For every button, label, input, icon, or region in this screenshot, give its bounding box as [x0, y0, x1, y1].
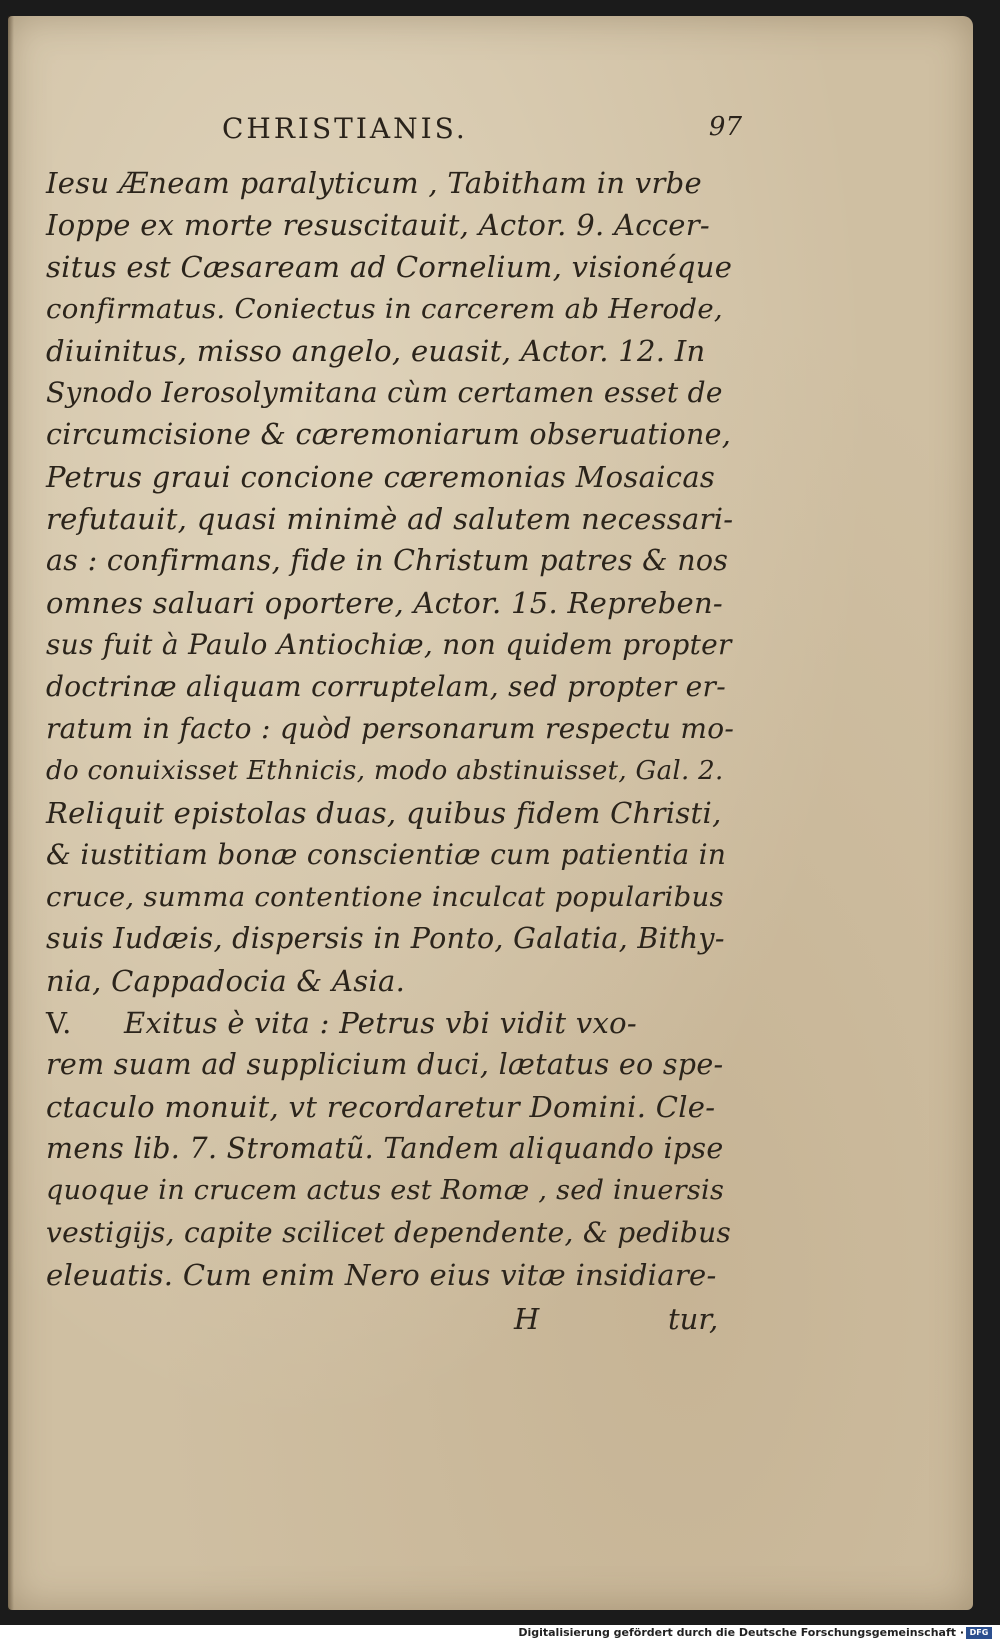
- dfg-logo-icon: DFG: [966, 1627, 992, 1639]
- text-line: mens lib. 7. Stromatũ. Tandem aliquando ipse: [46, 1132, 724, 1165]
- text-line: diuinitus, misso angelo, euasit, Actor. 12. In: [46, 334, 706, 368]
- text-line: vestigijs, capite scilicet dependente, & pedibus: [46, 1216, 732, 1249]
- text-line: nia, Cappadocia & Asia.: [46, 964, 406, 998]
- section-line-text: Exitus è vita : Petrus vbi vidit vxo-: [124, 1006, 637, 1040]
- text-line: Iesu Æneam paralyticum , Tabitham in vrbe: [46, 166, 702, 200]
- footer-bar: [0, 1625, 1000, 1641]
- page-gutter-shadow: [8, 16, 14, 1610]
- text-line: cruce, summa contentione inculcat popularibus: [46, 881, 724, 913]
- text-line: refutauit, quasi minimè ad salutem necessari-: [46, 502, 734, 536]
- text-line: Reliquit epistolas duas, quibus fidem Christi,: [46, 796, 722, 830]
- text-line: ratum in facto : quòd personarum respectu mo-: [46, 712, 735, 745]
- text-line: omnes saluari oportere, Actor. 15. Repreben-: [46, 586, 724, 620]
- text-line: as : confirmans, fide in Christum patres & nos: [46, 544, 729, 577]
- text-line: sus fuit à Paulo Antiochiæ, non quidem propter: [46, 628, 732, 661]
- text-line: quoque in crucem actus est Romæ , sed inuersis: [46, 1175, 725, 1206]
- text-line: do conuixisset Ethnicis, modo abstinuisset, Gal. 2.: [46, 756, 724, 786]
- section-mark: V.: [46, 1006, 72, 1040]
- text-line: doctrinæ aliquam corruptelam, sed propter er-: [46, 670, 726, 703]
- catchword: tur,: [668, 1302, 719, 1336]
- text-line: situs est Cæsaream ad Cornelium, visionéque: [46, 250, 733, 284]
- page-number: 97: [708, 112, 742, 142]
- text-line: & iustitiam bonæ conscientiæ cum patientia in: [46, 838, 727, 871]
- body-text: [46, 162, 734, 1296]
- page-header: [222, 112, 742, 156]
- text-line: ctaculo monuit, vt recordaretur Domini. Cle-: [46, 1090, 716, 1124]
- text-line: eleuatis. Cum enim Nero eius vitæ insidiare-: [46, 1258, 717, 1292]
- text-line: rem suam ad supplicium duci, lætatus eo spe-: [46, 1048, 724, 1081]
- funding-credit: Digitalisierung gefördert durch die Deutsche Forschungsgemeinschaft ·: [518, 1626, 964, 1639]
- text-line: circumcisione & cæremoniarum obseruatione,: [46, 418, 732, 451]
- section-first-line: [46, 1002, 734, 1044]
- signature-mark: H: [514, 1302, 540, 1336]
- text-line: confirmatus. Coniectus in carcerem ab Herode,: [46, 293, 723, 325]
- text-line: suis Iudæis, dispersis in Ponto, Galatia, Bithy-: [46, 922, 725, 955]
- text-line: Petrus graui concione cæremonias Mosaicas: [46, 460, 716, 494]
- text-line: Ioppe ex morte resuscitauit, Actor. 9. Accer-: [46, 208, 711, 242]
- running-head: CHRISTIANIS.: [222, 112, 468, 145]
- text-line: Synodo Ierosolymitana cùm certamen esset de: [46, 376, 723, 409]
